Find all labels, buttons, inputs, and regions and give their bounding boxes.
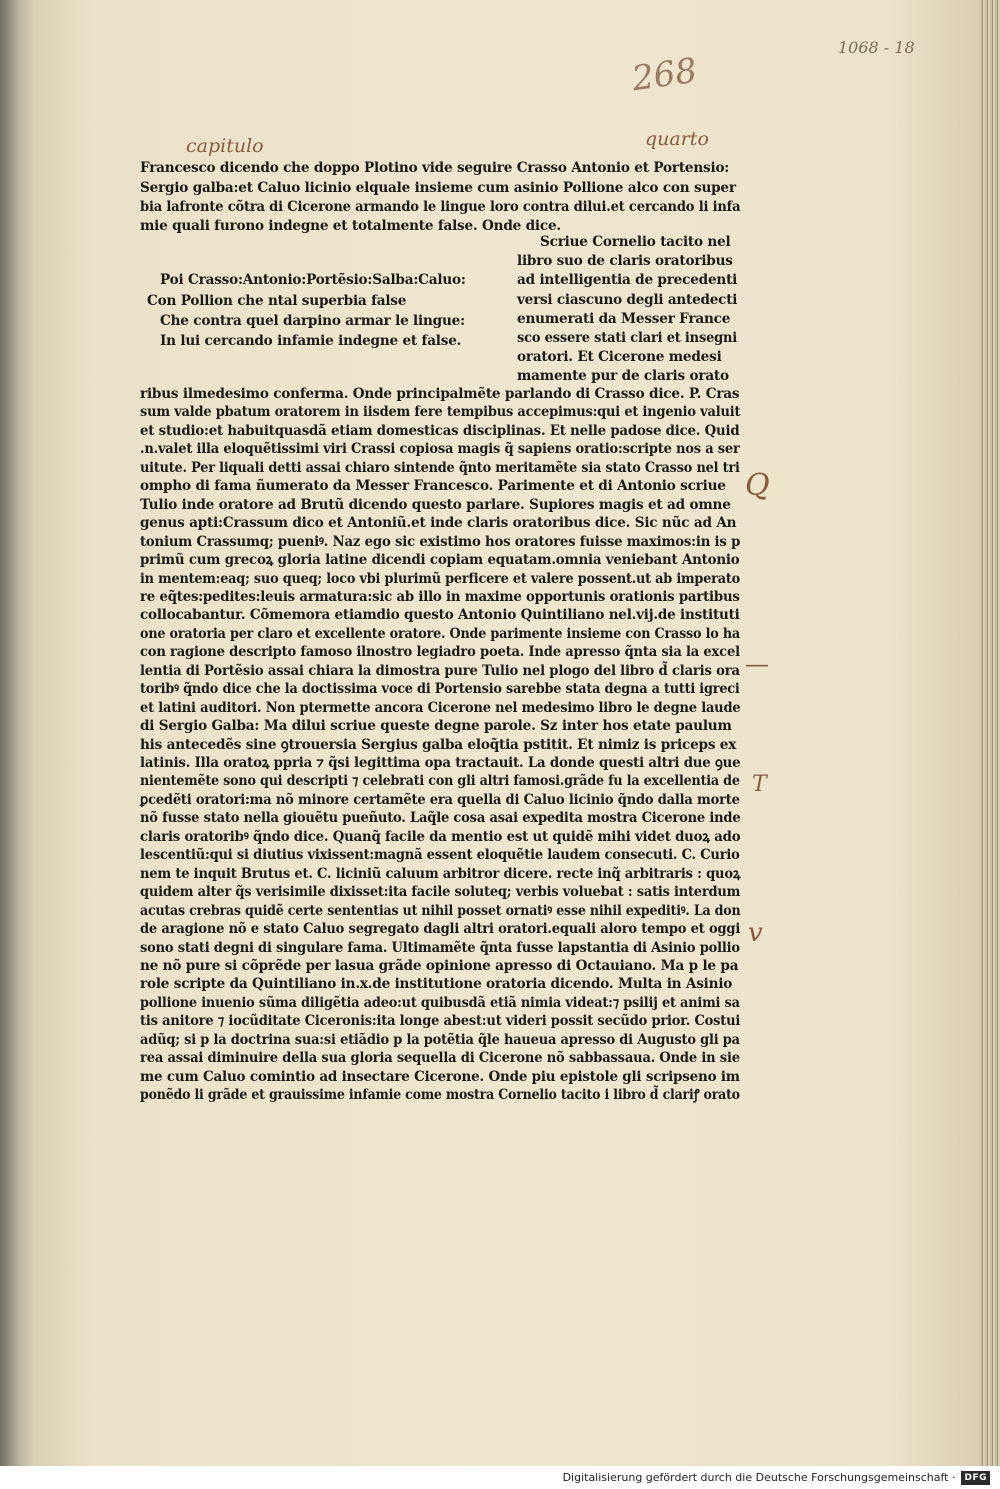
margin-note-dash: — <box>745 650 769 678</box>
text-line: pollione inuenio sũma diligẽtia adeo:ut quibusdã etiã nimia videat:⁊ psilij et animi sa <box>140 994 740 1011</box>
text-line: rea assai diminuire della sua gloria sequella di Cicerone nõ sabbassaua. Onde in sie <box>140 1050 740 1067</box>
verse-line: In lui cercando infamie indegne et false. <box>160 333 462 349</box>
text-line: ꝑcedẽti oratori:ma nõ minore certamẽte era quella di Caluo licinio q̃ndo dalla morte <box>140 791 740 808</box>
text-line: latinis. Illa oratoꝝ ppria ⁊ q̃si legittima opa tractauit. La donde questi altri due ꝯue <box>140 755 741 771</box>
text-line: Francesco dicendo che doppo Plotino vide seguire Crasso Antonio et Portensio: <box>140 160 730 176</box>
text-line: ompho di fama ñumerato da Messer Francesco. Parimente et di Antonio scriue <box>140 478 726 495</box>
text-line: bia lafronte cõtra di Cicerone armando le lingue loro contra dilui.et cercando li infa <box>140 199 741 215</box>
text-line: .n.valet illa eloquẽtissimi viri Crassi copiosa magis q̃ sapiens oratio:scripte nos a ser <box>140 441 740 458</box>
text-line: et latini auditori. Non ptermette ancora Cicerone nel medesimo libro le degne laude <box>140 699 741 716</box>
text-line: acutas crebras quidẽ certe sententias ut nihil posset ornatiꝰ esse nihil expeditiꝰ. La don <box>140 902 741 919</box>
text-line: ribus ilmedesimo conferma. Onde principalmẽte parlando di Crasso dice. P. Cras <box>140 386 740 402</box>
text-line: genus apti:Crassum dico et Antoniũ.et inde claris oratoribus dice. Sic nũc ad An <box>140 515 737 532</box>
text-line: collocabantur. Cõmemora etiamdio questo Antonio Quintiliano nel.vij.de instituti <box>140 607 740 624</box>
text-line: oratori. Et Cicerone medesi <box>517 349 722 365</box>
text-line: Tulio inde oratore ad Brutũ dicendo questo parlare. Supiores magis et ad omne <box>140 496 731 513</box>
text-line: me cum Caluo comintio ad insectare Cicerone. Onde piu epistole gli scripseno im <box>140 1068 740 1085</box>
text-line: adũq; si p la doctrina sua:si etiãdio p la potẽtia q̃le haueua apresso di Augusto gli pa <box>140 1031 740 1048</box>
text-line: mie quali furono indegne et totalmente false. Onde dice. <box>140 218 561 234</box>
text-line: ad intelligentia de precedenti <box>517 272 738 288</box>
text-line: re eq̃tes:pedites:leuis armatura:sic ab illo in maxime opportunis orationis partibus <box>140 588 740 605</box>
text-line: sum valde pbatum oratorem in iisdem fere tempibus accepimus:qui et ingenio valuit <box>140 404 741 421</box>
text-line: et studio:et habuitquasdã etiam domesticas disciplinas. Et nelle padose dice. Quid <box>140 422 740 439</box>
page-edges <box>980 0 1000 1466</box>
text-line: primũ cum grecoꝝ gloria latine dicendi copiam equatam.omnia veniebant Antonio <box>140 552 740 569</box>
digitization-footer <box>0 1466 1000 1489</box>
text-line: enumerati da Messer France <box>517 311 731 327</box>
text-line: claris oratoribꝰ q̃ndo dice. Quanq̃ facile da mentio est ut quidẽ mihi videt duoꝝ ado <box>140 828 741 845</box>
text-line: con ragione descripto famoso ilnostro legiadro poeta. Inde apresso q̃nta sia la excel <box>140 644 740 661</box>
text-line: in mentem:eaq; suo queq; loco vbi plurimũ perficere et valere possent.ut ab imperato <box>140 570 740 587</box>
facing-page-edge <box>0 0 34 1466</box>
text-line: di Sergio Galba: Ma dilui scriue queste degne parole. Sz inter hos etate paulum <box>140 718 732 735</box>
running-head-right: quarto <box>645 128 709 150</box>
verse-line: Che contra quel darpino armar le lingue: <box>160 313 465 329</box>
text-line: nem te inquit Brutus et. C. liciniũ caluum arbitror dicere. recte inq̃ arbitraris : quoꝝ <box>140 865 741 882</box>
text-line: de aragione nõ e stato Caluo segregato dagli altri oratori.equali aloro tempo et oggi <box>140 921 741 938</box>
text-line: versi ciascuno degli antedecti <box>517 292 738 308</box>
text-line: lescentiũ:qui si diutius vixissent:magnã essent eloquẽtie laudem consecuti. C. Curio <box>140 847 740 864</box>
text-line: nientemẽte sono qui descripti ⁊ celebrati con gli altri famosi.grãde fu la excellentia de <box>140 773 740 790</box>
folio-number: 1068 - 18 <box>838 38 915 57</box>
text-line: Scriue Cornelio tacito nel <box>540 234 731 250</box>
dfg-logo: DFG <box>961 1471 990 1485</box>
folio-scrawl: 268 <box>629 50 700 100</box>
text-line: lentia di Portẽsio assai chiara la dimostra pure Tulio nel plogo del libro d̃ claris ora <box>140 662 740 679</box>
text-line: tonium Crassumq; pueniꝰ. Naz ego sic existimo hos oratores fuisse maximos:in is p <box>140 533 741 550</box>
margin-note-t: T <box>752 772 767 797</box>
text-line: quidem alter q̃s verisimile dixisset:ita facile soluteq; verbis voluebat : satis interdum <box>140 884 741 901</box>
text-line: uitute. Per liquali detti assai chiaro sintende q̃nto meritamẽte sia stato Crasso nel tri <box>140 459 740 476</box>
verse-line: Poi Crasso:Antonio:Portẽsio:Salba:Caluo: <box>160 272 466 288</box>
text-line: ne nõ pure si cõprẽde per lasua grãde opinione apresso di Octauiano. Ma p le pa <box>140 957 739 974</box>
text-line: tis anitore ⁊ iocũditate Ciceronis:ita longe abest:ut videri possit secũdo prior. Costui <box>140 1013 741 1030</box>
text-line: sco essere stati clari et insegni <box>517 330 738 346</box>
text-line: nõ fusse stato nella giouẽtu pueñuto. Laq̃le cosa asai expedita mostra Cicerone inde <box>140 810 741 827</box>
text-line: role scripte da Quintiliano in.x.de institutione oratoria dicendo. Multa in Asinio <box>140 976 733 993</box>
text-line: mamente pur de claris orato <box>517 368 729 384</box>
verse-line: Con Pollion che ntal superbia false <box>147 293 407 309</box>
text-line: sono stati degni di singulare fama. Ultimamẽte q̃nta fusse lapstantia di Asinio pollio <box>140 939 740 956</box>
text-line: toribꝰ q̃ndo dice che la doctissima voce di Portensio sarebbe stata degna a tutti igreci <box>140 681 740 698</box>
margin-note-v: v <box>748 918 763 948</box>
text-line: libro suo de claris oratoribus <box>517 253 733 269</box>
text-line: ponẽdo li grãde et grauissime infamie come mostra Cornelio tacito i libro d̃ clariꝭ orato <box>140 1087 740 1104</box>
text-line: one oratoria per claro et excellente oratore. Onde parimente insieme con Crasso lo ha <box>140 625 740 642</box>
running-head-left: capitulo <box>186 135 264 157</box>
text-line: Sergio galba:et Caluo licinio elquale insieme cum asinio Pollione alco con super <box>140 180 736 196</box>
footer-credit: Digitalisierung gefördert durch die Deutsche Forschungsgemeinschaft · <box>562 1471 956 1484</box>
margin-note-q: Q <box>745 468 770 503</box>
text-line: his antecedẽs sine ꝯtrouersia Sergius galba eloq̃tia pstitit. Et nimiz is priceps ex <box>140 736 737 753</box>
